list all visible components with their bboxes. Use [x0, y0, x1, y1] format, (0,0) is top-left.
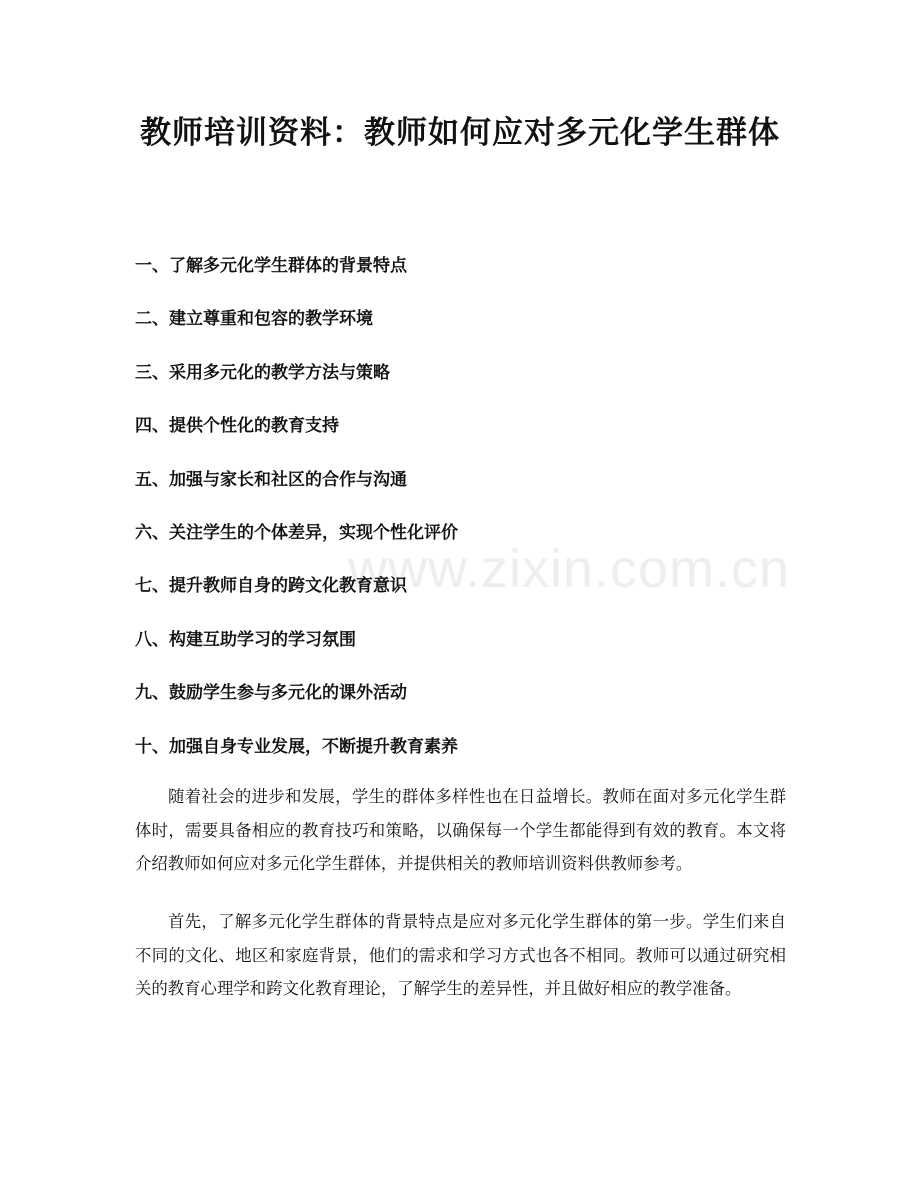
body-paragraph: 首先，了解多元化学生群体的背景特点是应对多元化学生群体的第一步。学生们来自不同的文化、地区和家庭背景，他们的需求和学习方式也各不相同。教师可以通过研究相关的教育心理学和跨文化教育理论，了解学生的差异性，并且做好相应的教学准备。 — [135, 912, 786, 998]
toc-item: 六、关注学生的个体差异，实现个性化评价 — [135, 522, 458, 543]
toc-item: 四、提供个性化的教育支持 — [135, 416, 339, 437]
toc-item: 二、建立尊重和包容的教学环境 — [135, 309, 373, 330]
table-of-contents — [135, 250, 458, 784]
toc-item: 一、了解多元化学生群体的背景特点 — [135, 256, 407, 276]
toc-item: 十、加强自身专业发展，不断提升教育素养 — [135, 736, 458, 757]
toc-item: 五、加强与家长和社区的合作与沟通 — [135, 469, 407, 490]
watermark: www.zixin.com.cn — [348, 539, 791, 599]
toc-item: 八、构建互助学习的学习氛围 — [135, 629, 356, 650]
toc-item: 七、提升教师自身的跨文化教育意识 — [135, 576, 407, 597]
toc-item: 三、采用多元化的教学方法与策略 — [135, 362, 390, 383]
document-title: 教师培训资料：教师如何应对多元化学生群体 — [140, 115, 780, 151]
toc-item: 九、鼓励学生参与多元化的课外活动 — [135, 683, 407, 704]
body-paragraph: 随着社会的进步和发展，学生的群体多样性也在日益增长。教师在面对多元化学生群体时，需要具备相应的教育技巧和策略，以确保每一个学生都能得到有效的教育。本文将介绍教师如何应对多元化学生群体，并提供相关的教师培训资料供教师参考。 — [135, 787, 786, 873]
